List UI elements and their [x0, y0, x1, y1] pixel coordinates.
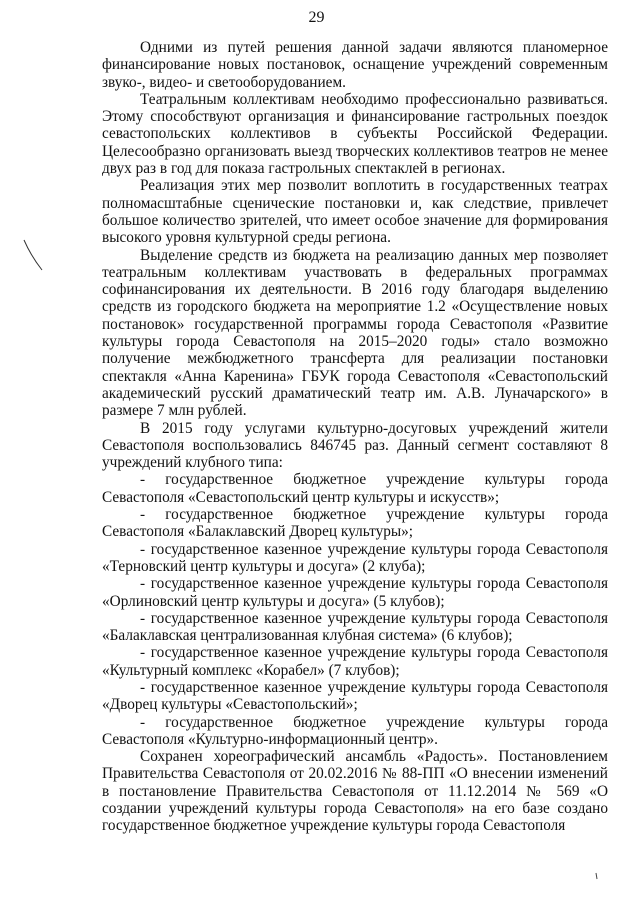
list-item: - государственное казенное учреждение культуры города Севастополя «Терновский центр культуры и досуга» (2 клуба);: [102, 540, 608, 575]
page-number: 29: [308, 9, 325, 26]
list-item: - государственное бюджетное учреждение культуры города Севастополя «Севастопольский центр культуры и искусств»;: [102, 471, 608, 506]
list-item: - государственное казенное учреждение культуры города Севастополя «Дворец культуры «Севастопольский»;: [102, 678, 608, 714]
list-item: - государственное бюджетное учреждение культуры города Севастополя «Балаклавский Дворец культуры»;: [102, 506, 608, 541]
paragraph: В 2015 году услугами культурно-досуговых учреждений жители Севастополя воспользовались 846745 раз. Данный сегмент составляют 8 учреждений клубного типа:: [102, 419, 608, 472]
list-item: - государственное бюджетное учреждение культуры города Севастополя «Культурно-информационный центр».: [102, 713, 608, 748]
list-item: - государственное казенное учреждение культуры города Севастополя «Орлиновский центр культуры и досуга» (5 клубов);: [102, 575, 608, 610]
margin-pen-mark: [22, 238, 44, 272]
paragraph: Реализация этих мер позволит воплотить в государственных театрах полномасштабные сценические постановки и, как следствие, привлечет большое количество зрителей, что имеет особое значение для формирования высокого уровня культурной среды региона.: [102, 177, 608, 247]
document-body: [102, 39, 608, 835]
paragraph: Одними из путей решения данной задачи являются планомерное финансирование новых постановок, оснащение учреждений современным звуко-, видео- и светооборудованием.: [102, 39, 608, 91]
scan-speck: [594, 872, 600, 880]
list-item: - государственное казенное учреждение культуры города Севастополя «Культурный комплекс «Корабел» (7 клубов);: [102, 644, 608, 679]
paragraph: Сохранен хореографический ансамбль «Радость». Постановлением Правительства Севастополя от 20.02.2016 № 88-ПП «О внесении изменений в постановление Правительства Севастополя от 11.12.2014 № 569 «О создании учреждений культуры города Севастополя» на его базе создано государственное бюджетное учреждение культуры города Севастополя: [102, 748, 608, 835]
list-item: - государственное казенное учреждение культуры города Севастополя «Балаклавская централизованная клубная система» (6 клубов);: [102, 609, 608, 645]
paragraph: Выделение средств из бюджета на реализацию данных мер позволяет театральным коллективам участвовать в федеральных программах софинансирования их деятельности. В 2016 году благодаря выделению средств из городского бюджета на мероприятие 1.2 «Осуществление новых постановок» государственной программы города Севастополя «Развитие культуры города Севастополя на 2015–2020 годы» стало возможно получение межбюджетного трансферта для реализации постановки спектакля «Анна Каренина» ГБУК города Севастополя «Севастопольский академический русский драматический театр им. А.В. Луначарского» в размере 7 млн рублей.: [102, 246, 608, 420]
paragraph: Театральным коллективам необходимо профессионально развиваться. Этому способствуют организация и финансирование гастрольных поездок севастопольских коллективов в субъекты Российской Федерации. Целесообразно организовать выезд творческих коллективов театров не менее двух раз в год для показа гастрольных спектаклей в регионах.: [102, 90, 608, 178]
